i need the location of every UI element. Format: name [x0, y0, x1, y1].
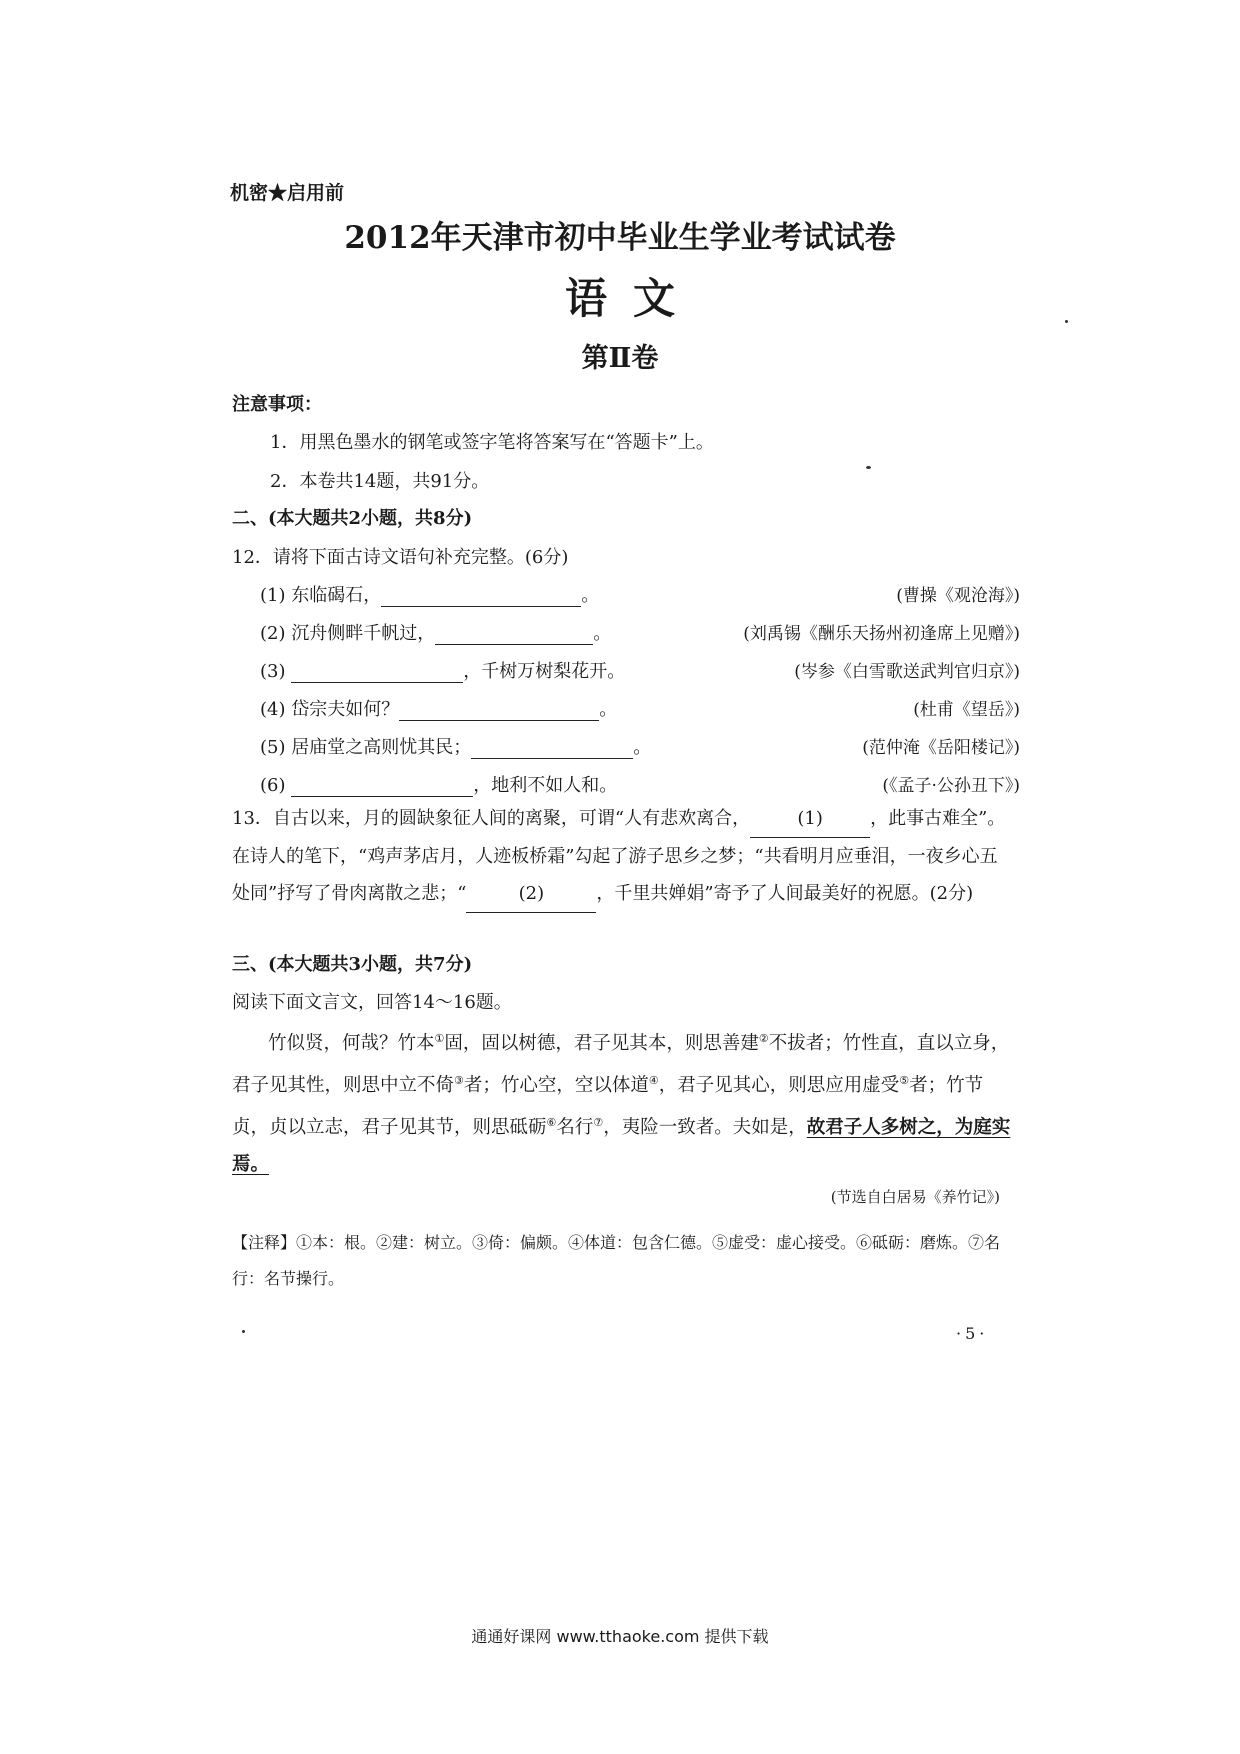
fill-line-6: [260, 771, 1020, 795]
note-item-1: 1．用黑色墨水的钢笔或签字笔将答案写在“答题卡”上。: [270, 432, 714, 453]
reading-instruction: 阅读下面文言文，回答14～16题。: [232, 992, 512, 1013]
passage-segment: 竹似贤，何哉？竹本: [268, 1033, 435, 1055]
fill-line-1-source: (曹操《观沧海》): [896, 586, 1020, 606]
note-item-2: 2．本卷共14题，共91分。: [270, 471, 490, 492]
section-3-heading: 三、(本大题共3小题，共7分): [232, 954, 473, 975]
question-13-text-1: 13．自古以来，月的圆缺象征人间的离聚，可谓“人有悲欢离合，: [232, 808, 751, 829]
fill-line-4: [260, 695, 1020, 719]
fill-line-2-post: 。: [593, 623, 612, 644]
fill-line-1-post: 。: [581, 585, 600, 606]
answer-blank-4[interactable]: [399, 702, 599, 721]
section-2-heading: 二、(本大题共2小题，共8分): [232, 508, 473, 529]
question-13-blank-1[interactable]: (1): [750, 800, 870, 838]
classical-passage: [232, 1020, 1012, 1183]
passage-segment: 固，固以树德，君子见其本，则思善建: [444, 1033, 759, 1055]
question-13-text-2: ，此事古难全”。在诗人的笔下，“鸡声茅店月，人迹板桥霜”勾起了游子思乡之梦；“共看明月应垂泪，一夜乡心五处同”抒写了骨肉离散之悲；“: [232, 808, 1006, 904]
note-marker: ⑥: [546, 1116, 557, 1130]
answer-blank-1[interactable]: [381, 588, 581, 607]
note-marker: ⑦: [593, 1116, 604, 1130]
footer-credit: 通通好课网 www.tthaoke.com 提供下载: [471, 1627, 769, 1646]
note-marker: ⑤: [899, 1074, 910, 1088]
scan-speck: [242, 1330, 245, 1333]
answer-blank-6[interactable]: [291, 778, 473, 797]
fill-line-3-post: ，千树万树梨花开。: [463, 661, 626, 682]
question-13-blank-2[interactable]: (2): [466, 875, 596, 913]
fill-line-3: [260, 657, 1020, 681]
subject-title: 语文: [564, 274, 701, 323]
fill-line-2-source: (刘禹锡《酬乐天扬州初逢席上见赠》): [743, 624, 1020, 644]
passage-segment: ，君子见其心，则思应用虚受: [658, 1075, 900, 1097]
fill-line-3-pre: (3): [260, 661, 292, 682]
answer-blank-5[interactable]: [471, 740, 633, 759]
fill-line-2-pre: (2) 沉舟侧畔千帆过，: [260, 623, 436, 644]
page-number: ·5·: [956, 1324, 989, 1343]
volume-title: 第Ⅱ卷: [581, 343, 659, 374]
fill-line-1: [260, 581, 1020, 605]
answer-blank-2[interactable]: [435, 626, 593, 645]
fill-line-3-source: (岑参《白雪歌送武判官归京》): [794, 662, 1020, 682]
notes-heading: 注意事项：: [232, 394, 322, 415]
question-13: [232, 800, 1012, 913]
passage-segment: 者；竹心空，空以体道: [463, 1075, 649, 1097]
fill-line-6-pre: (6): [260, 775, 292, 796]
note-marker: ②: [758, 1032, 769, 1045]
fill-line-5-source: (范仲淹《岳阳楼记》): [862, 738, 1020, 758]
fill-line-2: [260, 619, 1020, 643]
fill-line-4-post: 。: [599, 699, 618, 720]
note-marker: ④: [648, 1074, 659, 1088]
fill-line-4-source: (杜甫《望岳》): [913, 700, 1020, 720]
question-13-text-3: ，千里共婵娟”寄予了人间最美好的祝愿。(2分): [596, 883, 974, 904]
exam-title: 2012年天津市初中毕业生学业考试试卷: [344, 220, 896, 256]
fill-line-6-post: ，地利不如人和。: [473, 775, 618, 796]
passage-segment: 者；竹节贞，贞以立志，君子见其节，则思砥砺: [232, 1075, 984, 1139]
confidential-label: 机密★启用前: [230, 182, 345, 204]
passage-source: (节选自白居易《养竹记》): [830, 1188, 1000, 1206]
question-12-prompt: 12．请将下面古诗文语句补充完整。(6分): [232, 547, 569, 568]
fill-line-1-pre: (1) 东临碣石，: [260, 585, 382, 606]
underlined-sentence: 故君子人多树之，为庭实焉。: [232, 1117, 1011, 1176]
annotations: 【注释】①本：根。②建：树立。③倚：偏颇。④体道：包含仁德。⑤虚受：虚心接受。⑥砥砺：磨炼。⑦名行：名节操行。: [232, 1233, 1001, 1288]
note-marker: ①: [434, 1032, 445, 1045]
scan-speck: [866, 466, 871, 469]
passage-segment: 不拔者；竹性直，直以立身，君子见其性，则思中立不倚: [232, 1033, 1010, 1097]
fill-line-5-post: 。: [633, 737, 652, 758]
answer-blank-3[interactable]: [291, 664, 463, 683]
passage-segment: 名行: [556, 1117, 594, 1139]
scan-speck: [1065, 320, 1068, 323]
passage-segment: ，夷险一致者。夫如是，: [603, 1117, 807, 1139]
note-marker: ③: [454, 1074, 464, 1088]
fill-line-4-pre: (4) 岱宗夫如何？: [260, 699, 400, 720]
fill-line-5: [260, 733, 1020, 757]
fill-line-5-pre: (5) 居庙堂之高则忧其民；: [260, 737, 472, 758]
fill-line-6-source: (《孟子·公孙丑下》): [882, 776, 1020, 796]
